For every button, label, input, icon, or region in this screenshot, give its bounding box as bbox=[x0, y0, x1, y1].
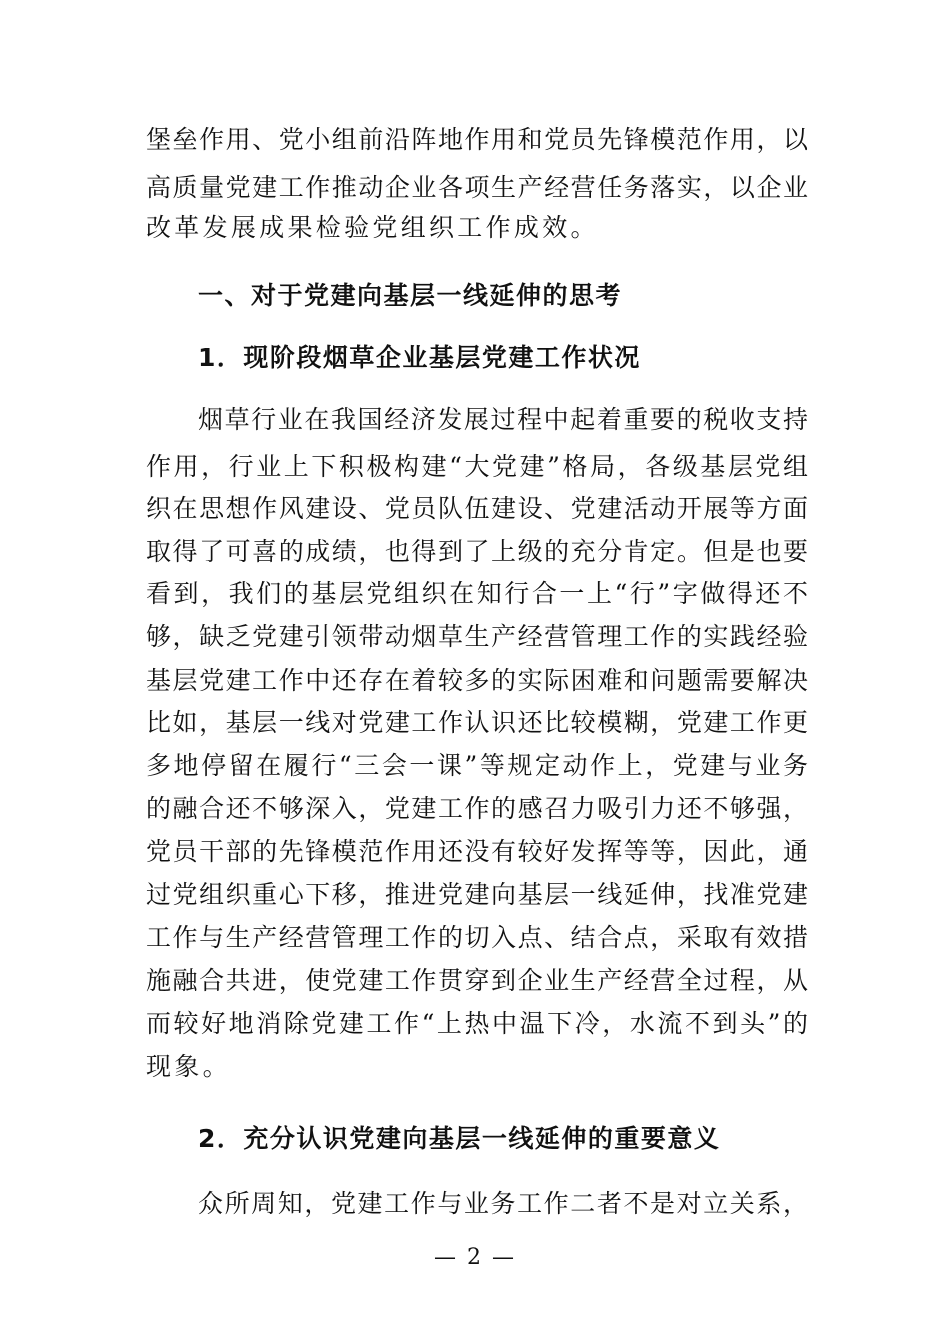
paragraph-line: 过党组织重心下移，推进党建向基层一线延伸，找准党建 bbox=[146, 880, 808, 909]
paragraph-line: 看到，我们的基层党组织在知行合一上“行”字做得还不 bbox=[146, 579, 808, 608]
paragraph-line: 而较好地消除党建工作“上热中温下冷，水流不到头”的 bbox=[146, 1009, 808, 1038]
paragraph-line: 工作与生产经营管理工作的切入点、结合点，采取有效措 bbox=[146, 923, 808, 952]
paragraph-line: 比如，基层一线对党建工作认识还比较模糊，党建工作更 bbox=[146, 708, 808, 737]
subsection-heading: 2．充分认识党建向基层一线延伸的重要意义 bbox=[198, 1124, 721, 1153]
paragraph-line: 织在思想作风建设、党员队伍建设、党建活动开展等方面 bbox=[146, 494, 808, 523]
paragraph-line: 现象。 bbox=[146, 1052, 231, 1081]
paragraph-line: 的融合还不够深入，党建工作的感召力吸引力还不够强， bbox=[146, 794, 808, 823]
paragraph-line: 施融合共进，使党建工作贯穿到企业生产经营全过程，从 bbox=[146, 966, 808, 995]
paragraph-line: 取得了可喜的成绩，也得到了上级的充分肯定。但是也要 bbox=[146, 537, 808, 566]
paragraph-line: 高质量党建工作推动企业各项生产经营任务落实，以企业 bbox=[146, 173, 808, 202]
page-number: — 2 — bbox=[434, 1245, 516, 1270]
section-heading: 一、对于党建向基层一线延伸的思考 bbox=[198, 281, 623, 310]
paragraph-line: 烟草行业在我国经济发展过程中起着重要的税收支持 bbox=[198, 405, 808, 434]
paragraph-line: 党员干部的先锋模范作用还没有较好发挥等等，因此，通 bbox=[146, 837, 808, 866]
paragraph-line: 多地停留在履行“三会一课”等规定动作上，党建与业务 bbox=[146, 751, 808, 780]
paragraph-line: 改革发展成果检验党组织工作成效。 bbox=[146, 213, 599, 242]
subsection-heading: 1．现阶段烟草企业基层党建工作状况 bbox=[198, 343, 641, 372]
paragraph-line: 基层党建工作中还存在着较多的实际困难和问题需要解决 bbox=[146, 666, 808, 695]
paragraph-line: 作用，行业上下积极构建“大党建”格局，各级基层党组 bbox=[146, 452, 808, 481]
paragraph-line: 够，缺乏党建引领带动烟草生产经营管理工作的实践经验 bbox=[146, 622, 808, 651]
paragraph-line: 众所周知，党建工作与业务工作二者不是对立关系， bbox=[198, 1189, 808, 1218]
paragraph-line: 堡垒作用、党小组前沿阵地作用和党员先锋模范作用，以 bbox=[146, 125, 808, 154]
